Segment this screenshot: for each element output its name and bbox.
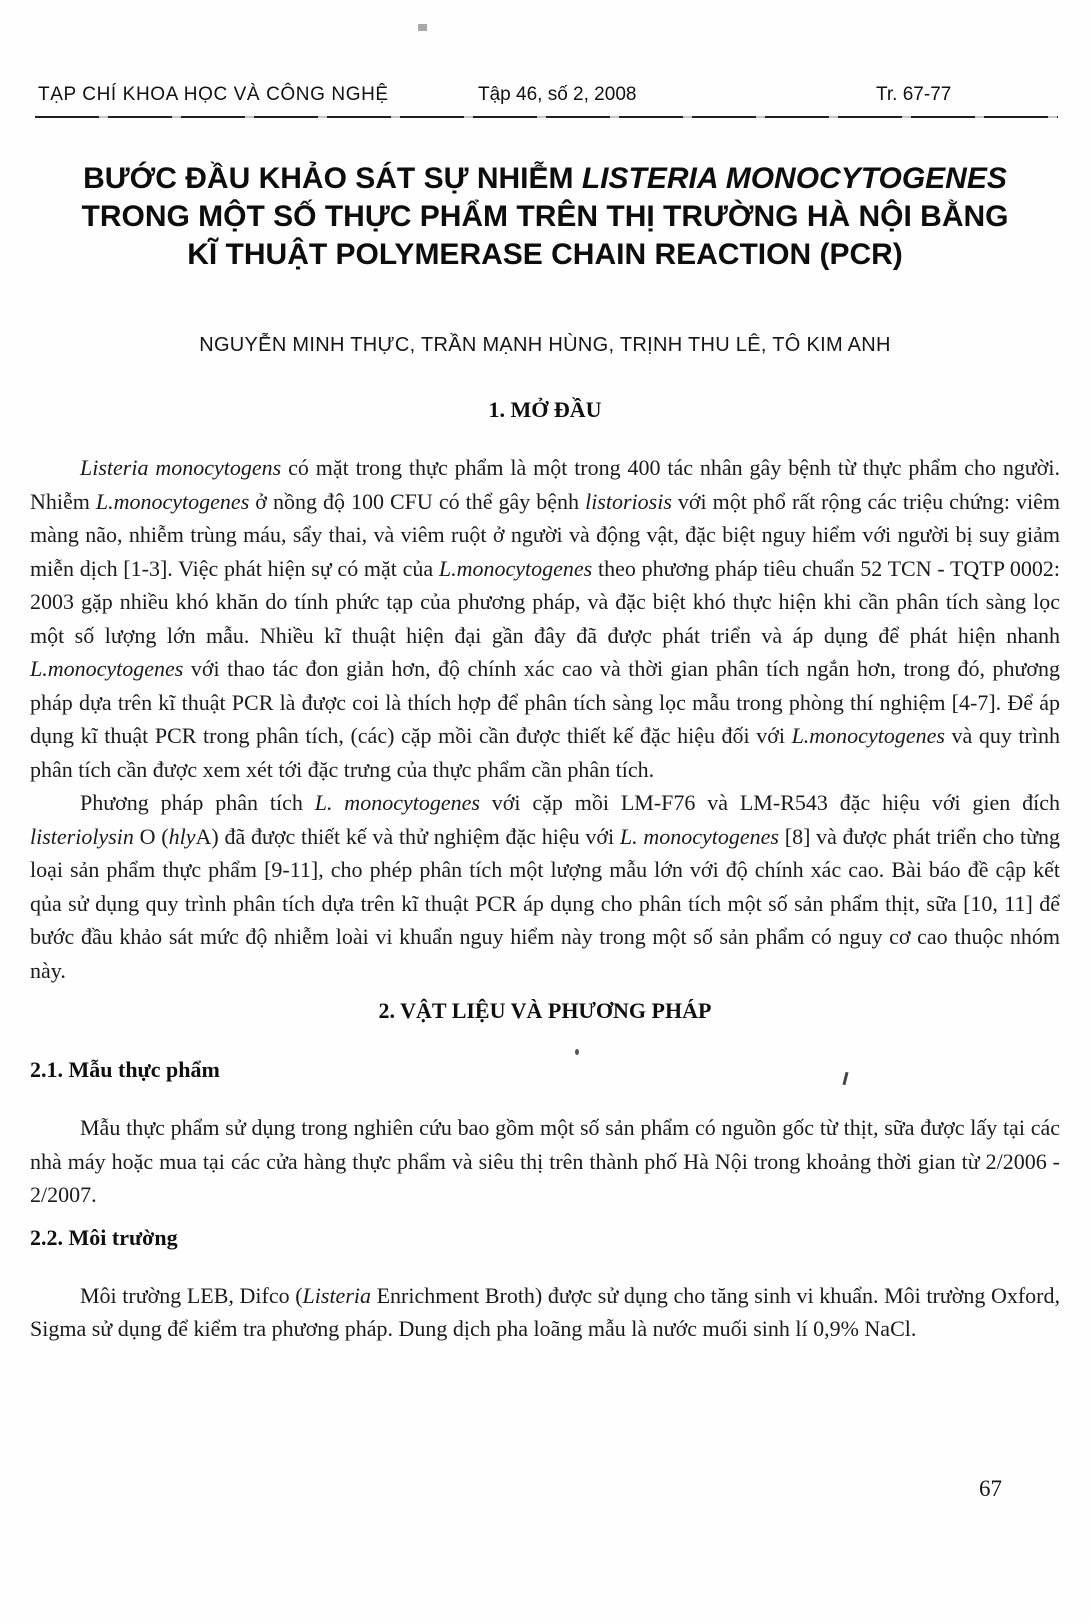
scan-artifact — [418, 24, 427, 31]
header-rule — [35, 116, 1058, 118]
subsection-heading: 2.2. Môi trường — [30, 1224, 178, 1250]
text-run: Mẫu thực phẩm sử dụng trong nghiên cứu bao gồm một số sản phẩm có nguồn gốc từ thịt, sữa được lấy tại các nhà máy hoặc mua tại các cửa hàng thực phẩm và siêu thị trên thành phố Hà Nội trong khoảng thời gian từ 2/2006 - 2/2007. — [30, 1115, 1060, 1207]
text-run: với thao tác đon giản hơn, độ chính xác cao và thời gian phân tích ngắn hơn, trong đó, phương pháp dựa trên kĩ thuật PCR là được coi là thích hợp để phân tích sàng lọc mẫu trong phòng thí nghiệm [4-7]. Để áp dụng kĩ thuật PCR trong phân tích, (các) cặp mồi cần được thiết kế đặc hiệu đối với — [30, 656, 1060, 748]
article-body — [30, 396, 1060, 1346]
paragraph — [30, 786, 1060, 987]
section-heading: 1. MỞ ĐẦU — [488, 397, 602, 422]
page-number: 67 — [979, 1476, 1002, 1501]
paragraph — [30, 1111, 1060, 1212]
text-run-italic: hly — [168, 823, 196, 849]
text-run: với một phổ rất rộng các triệu chứng: viêm màng não, nhiễm trùng máu, sẩy thai, và viêm ruột ở người và động vật, đặc biệt nguy hiểm với người bị suy giảm miễn dịch [1-3]. Việc phát hiện sự có mặt của — [30, 488, 1060, 581]
text-run: Enrichment Broth) được sử dụng cho tăng sinh vi khuẩn. Môi trường Oxford, Sigma sử dụng để kiểm tra phương pháp. Dung dịch pha loãng mẫu là nước muối sinh lí 0,9% NaCl. — [30, 1282, 1061, 1341]
title-run: TRONG MỘT SỐ THỰC PHẨM TRÊN THỊ TRƯỜNG HÀ NỘI BẰNG KĨ THUẬT POLYMERASE CHAIN REACTION (PCR) — [81, 200, 1009, 271]
text-run: Phương pháp phân tích — [80, 790, 315, 815]
paragraph — [30, 1279, 1060, 1346]
text-run-italic: listoriosis — [585, 488, 672, 514]
text-run-italic: L.monocytogenes — [30, 656, 184, 681]
journal-name: TẠP CHÍ KHOA HỌC VÀ CÔNG NGHỆ — [38, 84, 389, 105]
text-run-italic: L.monocytogenes — [95, 488, 250, 514]
title-run: BƯỚC ĐẦU KHẢO SÁT SỰ NHIỄM — [83, 162, 582, 195]
text-run-italic: L. monocytogenes — [314, 790, 480, 815]
paragraph — [30, 451, 1060, 786]
text-run: Môi trường LEB, Difco ( — [80, 1282, 303, 1308]
text-run-italic: L. monocytogenes — [619, 823, 779, 849]
subsection-heading: 2.1. Mẫu thực phẩm — [30, 1057, 220, 1082]
text-run-italic: listeriolysin — [30, 823, 134, 849]
paper-title — [80, 160, 1010, 274]
text-run: [8] và được phát triển cho từng loại sản phẩm thực phẩm [9-11], cho phép phân tích một lượng mẫu lớn với độ chính xác cao. Bài báo đề cập kết qủa sử dụng quy trình phân tích dựa trên kĩ thuật PCR áp dụng cho phân tích một số sản phẩm thịt, sữa [10, 11] để bước đầu khảo sát mức độ nhiễm loài vi khuẩn nguy hiểm này trong một số sản phẩm có nguy cơ cao thuộc nhóm này. — [30, 823, 1060, 983]
text-run: có mặt trong thực phẩm là một trong 400 tác nhân gây bệnh từ thực phẩm cho người. Nhiễm — [30, 455, 1060, 514]
running-header — [0, 84, 1090, 110]
text-run-italic: Listeria — [302, 1282, 371, 1308]
text-run: A) đã được thiết kế và thử nghiệm đặc hiệu với — [195, 823, 620, 849]
text-run: với cặp mồi LM-F76 và LM-R543 đặc hiệu với gien đích — [479, 790, 1061, 815]
text-run: và quy trình phân tích cần được xem xét tới đặc trưng của thực phẩm cần phân tích. — [30, 723, 1060, 782]
text-run-italic: Listeria monocytogens — [80, 455, 282, 480]
page-range: Tr. 67-77 — [876, 84, 952, 105]
text-run: O ( — [133, 823, 169, 849]
authors: NGUYỄN MINH THỰC, TRẦN MẠNH HÙNG, TRỊNH THU LÊ, TÔ KIM ANH — [199, 334, 891, 356]
text-run: ở nồng độ 100 CFU có thể gây bệnh — [249, 488, 586, 514]
scan-artifact — [575, 1049, 579, 1055]
text-run-italic: L.monocytogenes — [438, 555, 593, 581]
title-run-italic: LISTERIA MONOCYTOGENES — [581, 162, 1007, 195]
text-run-italic: L.monocytogenes — [791, 723, 945, 748]
issue-info: Tập 46, số 2, 2008 — [478, 84, 637, 105]
section-heading: 2. VẬT LIỆU VÀ PHƯƠNG PHÁP — [378, 998, 712, 1023]
text-run: theo phương pháp tiêu chuẩn 52 TCN - TQTP 0002: 2003 gặp nhiều khó khăn do tính phức tạp của phương pháp, và đặc biệt khó thực hiện khi cần phân tích sàng lọc một số lượng lớn mẫu. Nhiều kĩ thuật hiện đại gần đây đã được phát triển và áp dụng để phát hiện nhanh — [30, 555, 1060, 648]
